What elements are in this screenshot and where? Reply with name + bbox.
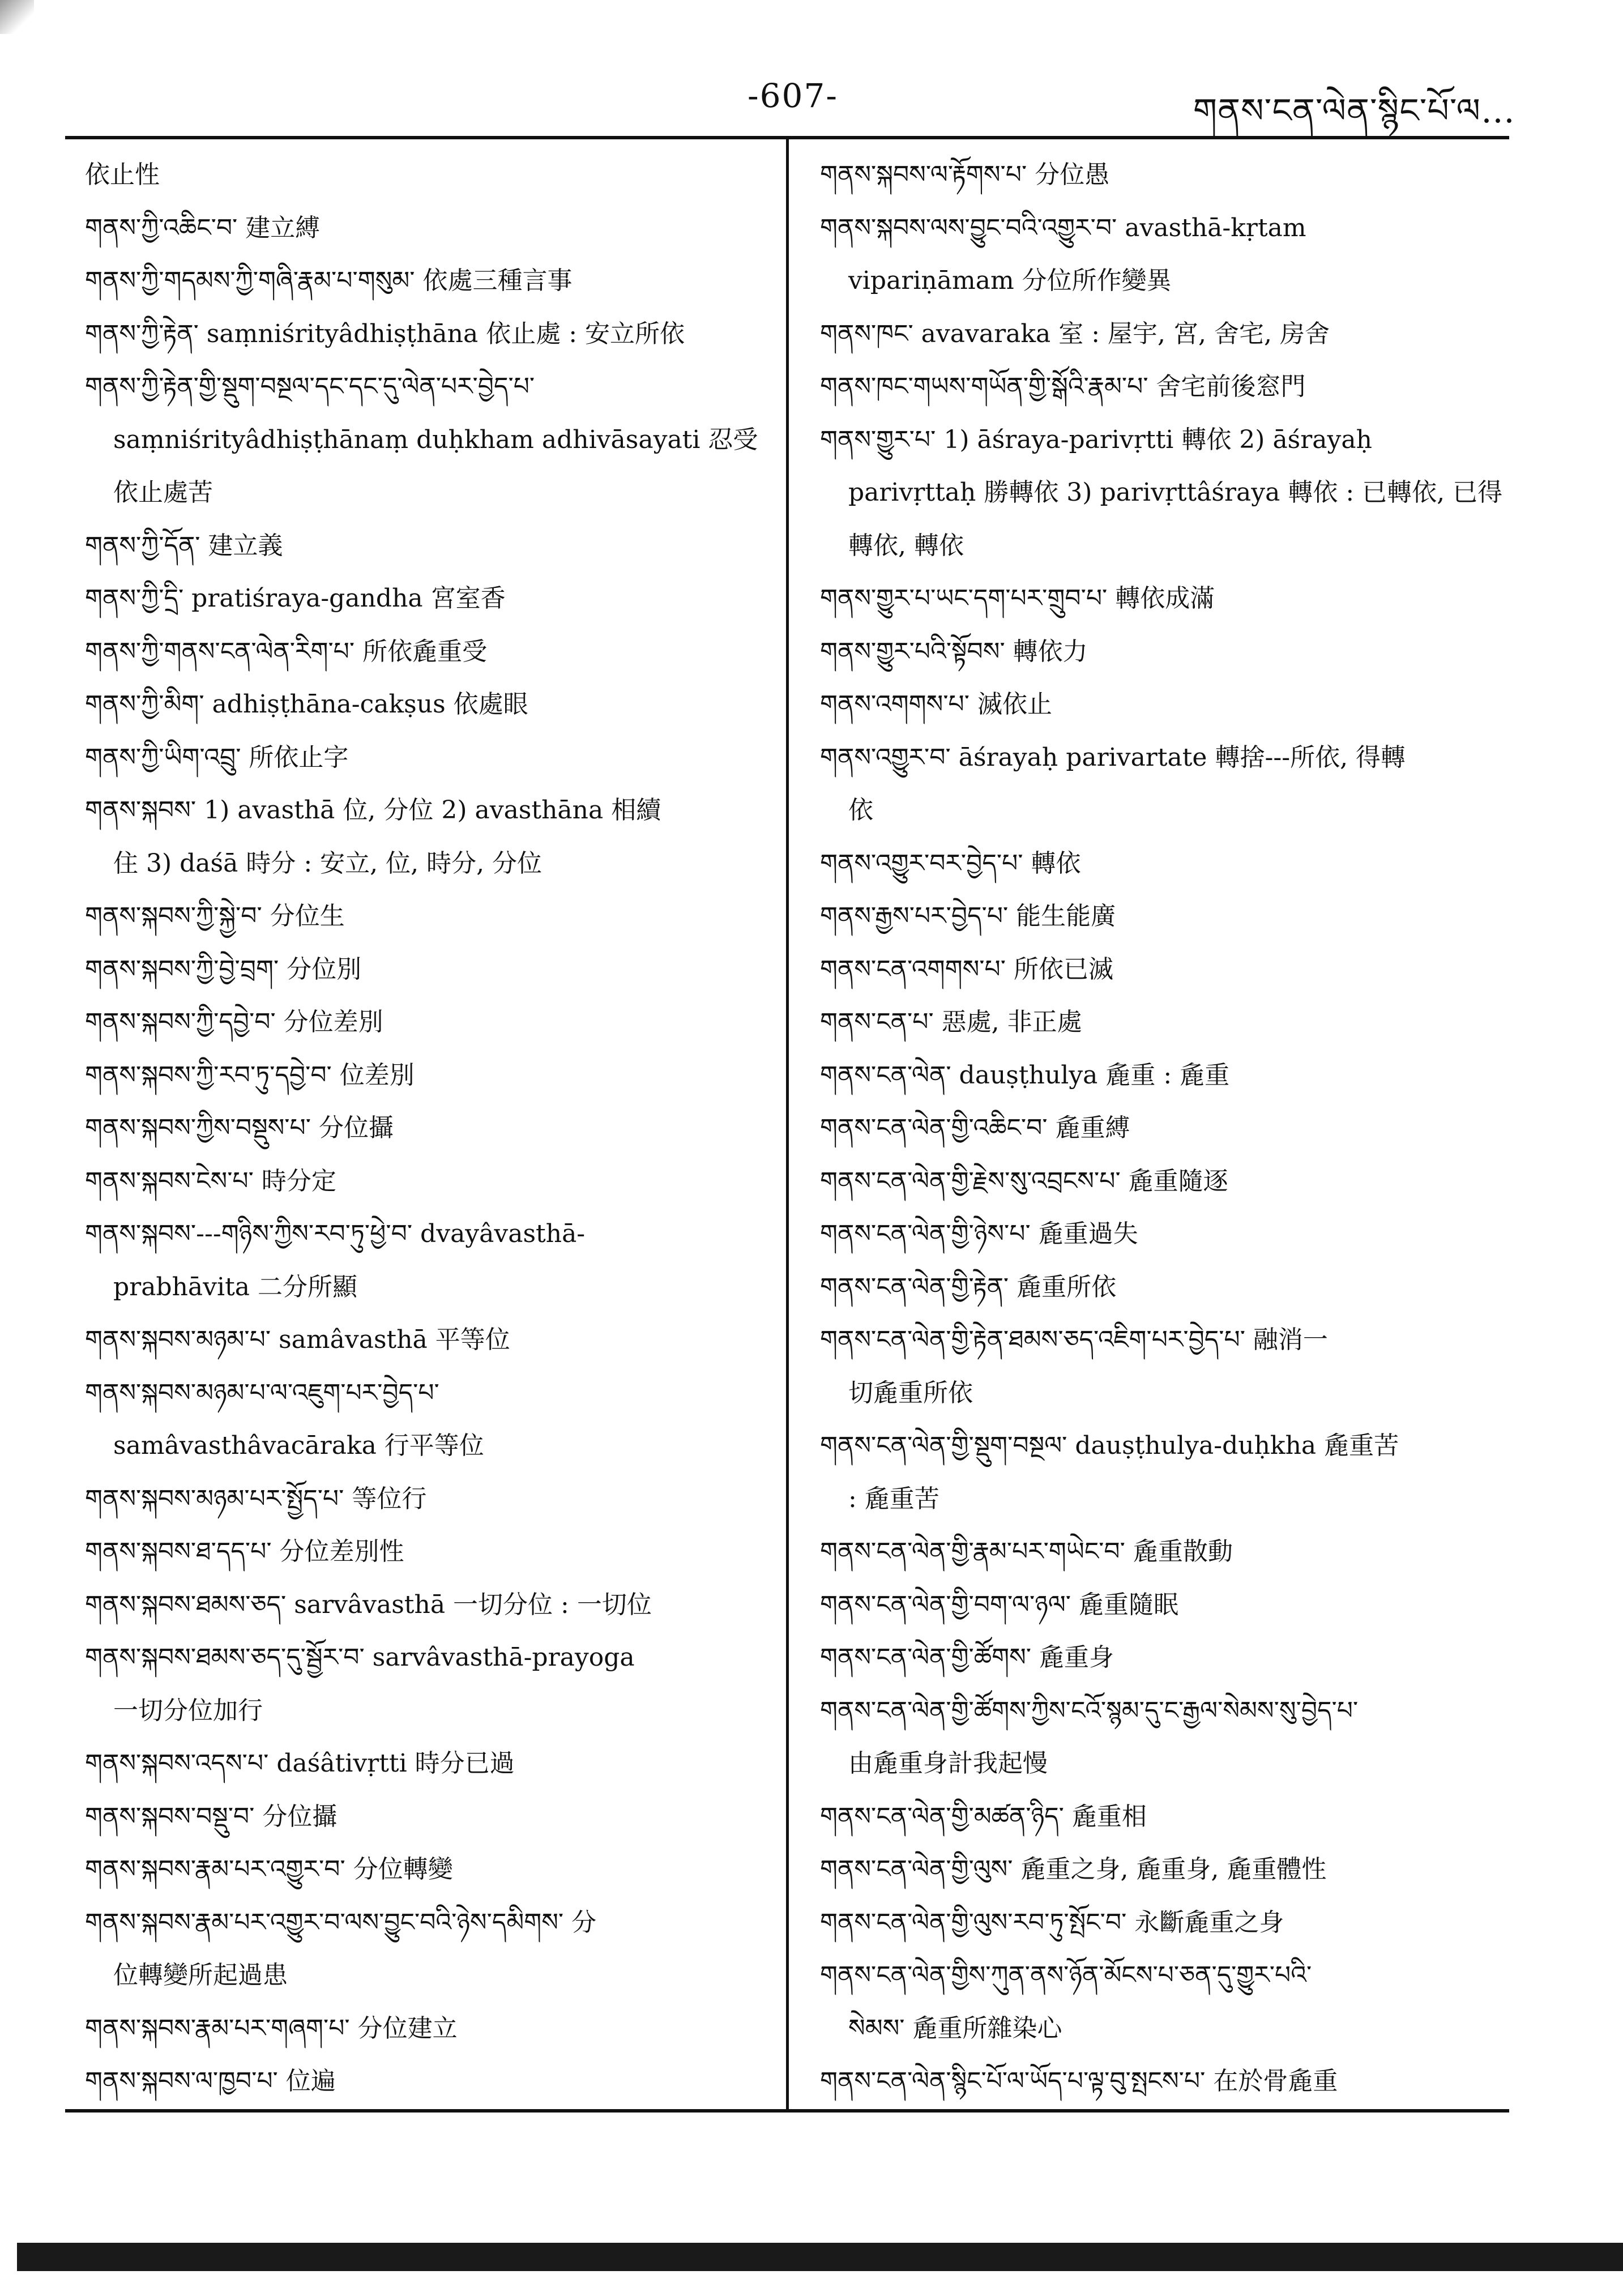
entry-line: གནས་སྐབས་ཀྱི་རབ་ཏུ་དབྱེ་བ་ 位差別 <box>85 1060 415 1090</box>
dictionary-entry <box>85 625 781 678</box>
entry-line: གནས་ཀྱི་རྟེན་ saṃniśrityâdhiṣṭhāna 依止處 : 安立所依 <box>85 319 685 348</box>
dictionary-entry <box>820 1207 1517 1261</box>
dictionary-entry <box>820 2055 1517 2108</box>
dictionary-entry <box>85 360 781 519</box>
entry-line: གནས་སྐབས་རྣམ་པར་འགྱུར་བ་ 分位轉變 <box>85 1855 453 1884</box>
entry-continuation: samâvasthâvacāraka 行平等位 <box>113 1431 484 1460</box>
entry-line: གནས་ངན་ལེན་གྱིས་ཀུན་ནས་ཉོན་མོངས་པ་ཅན་དུ་གྱུར་པའི་ <box>820 1961 1312 1990</box>
entry-line: གནས་སྐབས་ཀྱི་སྐྱེ་བ་ 分位生 <box>85 902 345 931</box>
entry-continuation: 由麁重身計我起慢 <box>848 1749 1048 1778</box>
entry-line: གནས་སྐབས་ཐམས་ཅད་ sarvâvasthā 一切分位 : 一切位 <box>85 1590 652 1619</box>
entry-line: གནས་འགགས་པ་ 滅依止 <box>820 690 1052 719</box>
entry-line: གནས་སྐབས་ 1) avasthā 位, 分位 2) avasthāna 相續 <box>85 796 661 825</box>
entry-continuation: 一切分位加行 <box>113 1696 263 1725</box>
dictionary-entry <box>820 202 1517 308</box>
entry-line: གནས་ཁང་ avavaraka 室 : 屋宇, 宮, 舍宅, 房舍 <box>820 319 1330 348</box>
dictionary-entry <box>85 1631 781 1737</box>
dictionary-entry <box>820 678 1517 731</box>
dictionary-entry <box>85 308 781 361</box>
left-column <box>85 148 781 2108</box>
entry-line: གནས་ཀྱི་དོན་ 建立義 <box>85 531 283 560</box>
entry-line: གནས་ཀྱི་གནས་ངན་ལེན་རིག་པ་ 所依麁重受 <box>85 637 488 666</box>
dictionary-entry <box>820 1843 1517 1896</box>
dictionary-entry <box>85 1896 781 2002</box>
dictionary-entry <box>85 1049 781 1102</box>
entry-line: གནས་ངན་ལེན་གྱི་ལུས་ 麁重之身, 麁重身, 麁重體性 <box>820 1855 1327 1884</box>
dictionary-entry <box>820 1684 1517 1790</box>
dictionary-entry <box>820 1790 1517 1843</box>
dictionary-entry <box>85 572 781 625</box>
dictionary-entry <box>820 996 1517 1049</box>
entry-line: གནས་ངན་ལེན་གྱི་ཚོགས་ 麁重身 <box>820 1643 1114 1672</box>
dictionary-entry <box>85 1525 781 1578</box>
entry-continuation: སེམས་ 麁重所雜染心 <box>848 2013 1062 2043</box>
dictionary-entry <box>820 360 1517 413</box>
dictionary-entry <box>820 943 1517 996</box>
entry-line: གནས་གྱུར་པའི་སྟོབས་ 轉依力 <box>820 637 1088 666</box>
entry-line: གནས་ངན་ལེན་ dauṣṭhulya 麁重 : 麁重 <box>820 1060 1230 1090</box>
entry-line: གནས་ངན་ལེན་གྱི་མཚན་ཉིད་ 麁重相 <box>820 1802 1147 1831</box>
entry-continuation: parivṛttaḥ 勝轉依 3) parivṛttâśraya 轉依 : 已轉依, 已得轉依, 轉依 <box>848 478 1503 560</box>
dictionary-entry <box>820 1049 1517 1102</box>
entry-line: གནས་སྐབས་ཀྱི་བྱེ་བྲག་ 分位別 <box>85 954 362 984</box>
entry-line: གནས་སྐབས་ཐ་དད་པ་ 分位差別性 <box>85 1537 404 1566</box>
dictionary-entry <box>85 1473 781 1526</box>
entry-line: གནས་ངན་ལེན་གྱི་རྟེན་ཐམས་ཅད་འཇིག་པར་བྱེད་པ་ 融消一 <box>820 1325 1328 1354</box>
entry-line: གནས་ཀྱི་མིག་ adhiṣṭhāna-cakṣus 依處眼 <box>85 690 528 719</box>
running-head: གནས་ངན་ལེན་སྙིང་པོ་ལ… <box>1193 91 1515 131</box>
entry-line: གནས་སྐབས་ཀྱི་དབྱེ་བ་ 分位差別 <box>85 1008 383 1036</box>
entry-line: གནས་སྐབས་མཉམ་པ་ལ་འཇུག་པར་བྱེད་པ་ <box>85 1378 439 1407</box>
entry-line: གནས་སྐབས་མཉམ་པར་སྤྱོད་པ་ 等位行 <box>85 1484 427 1513</box>
dictionary-entry <box>85 996 781 1049</box>
entry-line: གནས་སྐབས་ངེས་པ་ 時分定 <box>85 1166 336 1196</box>
entry-continuation: saṃniśrityâdhiṣṭhānaṃ duḥkham adhivāsayati 忍受依止處苦 <box>113 425 758 507</box>
entry-line: གནས་ངན་ལེན་གྱི་རྗེས་སུ་འབྲངས་པ་ 麁重隨逐 <box>820 1166 1228 1196</box>
dictionary-entry <box>85 1313 781 1367</box>
dictionary-entry <box>85 1155 781 1208</box>
entry-line: གནས་ཀྱི་རྟེན་གྱི་སྡུག་བསྔལ་དང་དང་དུ་ལེན་པར་བྱེད་པ་ <box>85 372 535 401</box>
dictionary-entry <box>820 413 1517 573</box>
entry-continuation: vipariṇāmam 分位所作變異 <box>848 266 1172 295</box>
entry-line: གནས་ངན་ལེན་གྱི་འཆིང་བ་ 麁重縛 <box>820 1113 1130 1142</box>
dictionary-entry <box>85 519 781 573</box>
entry-line: གནས་ངན་ལེན་གྱི་ལུས་རབ་ཏུ་སྤོང་བ་ 永斷麁重之身 <box>820 1907 1284 1937</box>
dictionary-entry <box>820 890 1517 943</box>
entry-line: གནས་སྐབས་---གཉིས་ཀྱིས་རབ་ཏུ་ཕྱེ་བ་ dvayâvasthā- <box>85 1219 586 1248</box>
dictionary-entry <box>820 837 1517 890</box>
dictionary-entry <box>85 784 781 890</box>
dictionary-entry <box>85 1843 781 1896</box>
dictionary-entry <box>820 572 1517 625</box>
entry-line: གནས་སྐབས་བསྡུ་བ་ 分位攝 <box>85 1802 338 1831</box>
dictionary-entry <box>820 1896 1517 1949</box>
page-number: -607- <box>748 76 838 115</box>
dictionary-entry <box>85 2055 781 2108</box>
dictionary-entry <box>820 1261 1517 1314</box>
entry-line: གནས་ངན་ལེན་གྱི་ཉེས་པ་ 麁重過失 <box>820 1219 1138 1248</box>
entry-line: གནས་ངན་ལེན་གྱི་རྟེན་ 麁重所依 <box>820 1272 1117 1301</box>
dictionary-entry <box>820 148 1517 202</box>
entry-line: གནས་ངན་ལེན་གྱི་བག་ལ་ཉལ་ 麁重隨眠 <box>820 1590 1179 1619</box>
entry-line: གནས་ངན་འགགས་པ་ 所依已滅 <box>820 954 1113 984</box>
entry-line: གནས་ངན་ལེན་གྱི་སྡུག་བསྔལ་ dauṣṭhulya-duḥkha 麁重苦 <box>820 1431 1399 1460</box>
dictionary-entry <box>85 254 781 308</box>
entry-line: གནས་རྒྱས་པར་བྱེད་པ་ 能生能廣 <box>820 902 1116 931</box>
entry-continuation: 住 3) daśā 時分 : 安立, 位, 時分, 分位 <box>113 848 543 878</box>
dictionary-entry <box>85 1578 781 1632</box>
entry-line: གནས་སྐབས་ཀྱིས་བསྡུས་པ་ 分位攝 <box>85 1113 394 1142</box>
dictionary-entry <box>85 2002 781 2055</box>
dictionary-entry <box>820 1578 1517 1632</box>
dictionary-entry <box>85 1367 781 1473</box>
column-divider <box>786 136 789 2113</box>
dictionary-entry <box>85 1737 781 1790</box>
entry-line: གནས་གྱུར་པ་ 1) āśraya-parivṛtti 轉依 2) āśrayaḥ <box>820 425 1372 454</box>
entry-line: གནས་སྐབས་མཉམ་པ་ samâvasthā 平等位 <box>85 1325 510 1354</box>
dictionary-entry <box>85 202 781 255</box>
dictionary-entry <box>85 890 781 943</box>
dictionary-entry <box>820 625 1517 678</box>
entry-line: གནས་ངན་ལེན་སྙིང་པོ་ལ་ཡོད་པ་ལྟ་བུ་སྤངས་པ་ 在於骨麁重 <box>820 2067 1338 2096</box>
entry-line: གནས་ངན་ལེན་གྱི་རྣམ་པར་གཡེང་བ་ 麁重散動 <box>820 1537 1233 1566</box>
entry-line: གནས་སྐབས་རྣམ་པར་གཞག་པ་ 分位建立 <box>85 2013 458 2043</box>
dictionary-entry <box>820 1525 1517 1578</box>
right-column <box>820 148 1517 2108</box>
dictionary-entry <box>820 1313 1517 1419</box>
dictionary-entry <box>85 731 781 784</box>
entry-line: གནས་སྐབས་ཐམས་ཅད་དུ་སྦྱོར་བ་ sarvâvasthā-prayoga <box>85 1643 635 1672</box>
entry-continuation: : 麁重苦 <box>848 1484 939 1513</box>
entry-line: གནས་འགྱུར་བ་ āśrayaḥ parivartate 轉捨---所依, 得轉 <box>820 742 1406 772</box>
dictionary-entry <box>820 1102 1517 1155</box>
entry-line: གནས་ཀྱི་དྲི་ pratiśraya-gandha 宮室香 <box>85 584 506 613</box>
scan-edge-band <box>17 2243 1623 2271</box>
dictionary-entry <box>820 308 1517 361</box>
dictionary-entry <box>85 1102 781 1155</box>
entry-line: གནས་སྐབས་རྣམ་པར་འགྱུར་བ་ལས་བྱུང་བའི་ཉེས་དམིགས་ 分 <box>85 1907 597 1937</box>
scan-corner-shadow <box>0 0 34 34</box>
entry-continuation: 位轉變所起過患 <box>113 1961 288 1990</box>
dictionary-entry <box>820 1949 1517 2055</box>
entry-line: གནས་ངན་པ་ 惡處, 非正處 <box>820 1008 1082 1036</box>
entry-line: གནས་གྱུར་པ་ཡང་དག་པར་གྲུབ་པ་ 轉依成滿 <box>820 584 1215 613</box>
entry-line: གནས་སྐབས་ལ་རྟོགས་པ་ 分位愚 <box>820 160 1110 189</box>
bottom-rule <box>65 2109 1509 2113</box>
dictionary-entry <box>85 1207 781 1313</box>
dictionary-entry <box>85 1790 781 1843</box>
entry-continuation: 切麁重所依 <box>848 1378 973 1407</box>
entry-line: གནས་ཁང་གཡས་གཡོན་གྱི་སྒོའི་རྣམ་པ་ 舍宅前後窓門 <box>820 372 1306 401</box>
entry-continuation: 依 <box>848 796 873 825</box>
entry-line: 依止性 <box>85 160 160 189</box>
dictionary-entry <box>85 148 781 202</box>
dictionary-entry <box>820 1631 1517 1684</box>
entry-line: གནས་སྐབས་ལས་བྱུང་བའི་འགྱུར་བ་ avasthā-kṛtam <box>820 213 1306 242</box>
dictionary-entry <box>820 731 1517 837</box>
entry-line: གནས་ཀྱི་གདམས་ཀྱི་གཞི་རྣམ་པ་གསུམ་ 依處三種言事 <box>85 266 573 295</box>
dictionary-entry <box>85 678 781 731</box>
entry-line: གནས་ངན་ལེན་གྱི་ཚོགས་ཀྱིས་ངའོ་སྙམ་དུ་ང་རྒྱལ་སེམས་སུ་བྱེད་པ་ <box>820 1696 1359 1725</box>
entry-line: གནས་ཀྱི་ཡིག་འབྲུ་ 所依止字 <box>85 742 349 772</box>
dictionary-entry <box>85 943 781 996</box>
entry-line: གནས་སྐབས་ལ་ཁྱབ་པ་ 位遍 <box>85 2067 336 2096</box>
entry-line: གནས་སྐབས་འདས་པ་ daśâtivṛtti 時分已過 <box>85 1749 515 1778</box>
dictionary-entry <box>820 1155 1517 1208</box>
dictionary-entry <box>820 1419 1517 1525</box>
entry-line: གནས་ཀྱི་འཆིང་བ་ 建立縛 <box>85 213 321 242</box>
entry-continuation: prabhāvita 二分所顯 <box>113 1272 357 1301</box>
entry-line: གནས་འགྱུར་བར་བྱེད་པ་ 轉依 <box>820 848 1081 878</box>
